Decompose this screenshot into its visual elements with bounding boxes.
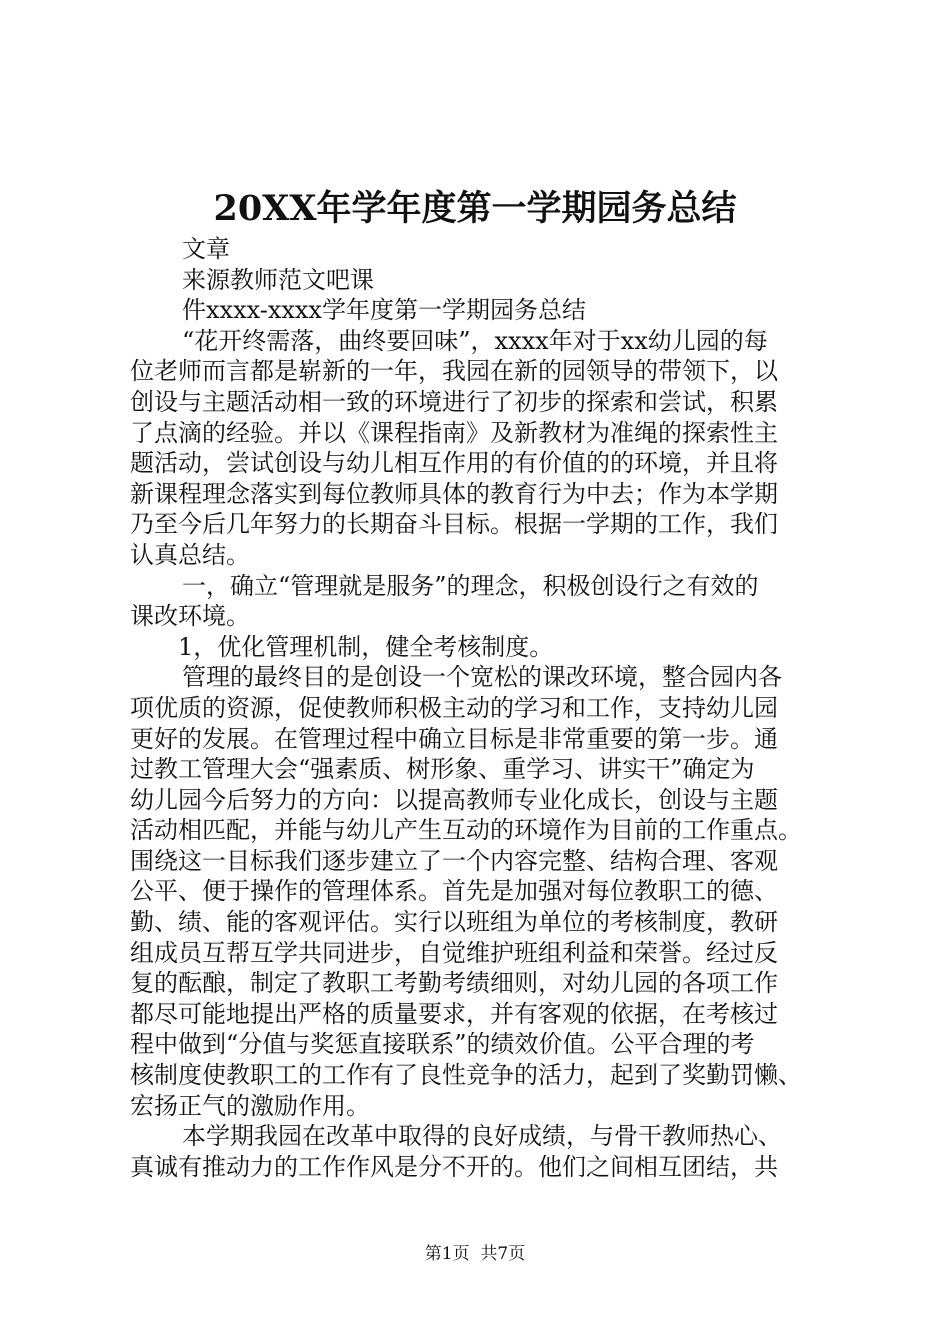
text-line: 创设与主题活动相一致的环境进行了初步的探索和尝试，积累 xyxy=(130,387,778,416)
text-line: 宏扬正气的激励作用。 xyxy=(130,1091,370,1120)
text-line: 过教工管理大会“强素质、树形象、重学习、讲实干”确定为 xyxy=(130,755,755,784)
text-line: 复的酝酿，制定了教职工考勤考绩细则，对幼儿园的各项工作 xyxy=(130,969,778,998)
text-line: 都尽可能地提出严格的质量要求，并有客观的依据，在考核过 xyxy=(130,999,778,1028)
text-line: 来源教师范文吧课 xyxy=(182,265,374,294)
text-line: 课改环境。 xyxy=(130,602,250,631)
text-line: 公平、便于操作的管理体系。首先是加强对每位教职工的德、 xyxy=(130,877,778,906)
subsection-heading: 1，优化管理机制，健全考核制度。 xyxy=(178,632,554,661)
text-line: 管理的最终目的是创设一个宽松的课改环境，整合园内各 xyxy=(182,663,782,692)
text-line: 题活动，尝试创设与幼儿相互作用的有价值的的环境，并且将 xyxy=(130,449,778,478)
text-line: 组成员互帮互学共同进步，自觉维护班组利益和荣誉。经过反 xyxy=(130,938,778,967)
text-line: 幼儿园今后努力的方向：以提高教师专业化成长，创设与主题 xyxy=(130,785,778,814)
text-line: 件xxxx-xxxx学年度第一学期园务总结 xyxy=(182,296,586,325)
text-line: 乃至今后几年努力的长期奋斗目标。根据一学期的工作，我们 xyxy=(130,510,778,539)
text-line: 围绕这一目标我们逐步建立了一个内容完整、结构合理、客观 xyxy=(130,846,778,875)
text-line: 项优质的资源，促使教师积极主动的学习和工作，支持幼儿园 xyxy=(130,693,778,722)
text-line: 真诚有推动力的工作作风是分不开的。他们之间相互团结，共 xyxy=(130,1152,778,1181)
text-line: 核制度使教职工的工作有了良性竞争的活力，起到了奖勤罚懒、 xyxy=(130,1061,802,1090)
text-line: 本学期我园在改革中取得的良好成绩，与骨干教师热心、 xyxy=(182,1122,782,1151)
text-line: 了点滴的经验。并以《课程指南》及新教材为准绳的探索性主 xyxy=(130,418,778,447)
text-line: “花开终需落，曲终要回味”，xxxx年对于xx幼儿园的每 xyxy=(182,326,768,355)
document-body xyxy=(130,234,830,1182)
text-line: 认真总结。 xyxy=(130,540,250,569)
page-number: 第1页 共7页 xyxy=(424,1244,526,1264)
text-line: 更好的发展。在管理过程中确立目标是非常重要的第一步。通 xyxy=(130,724,778,753)
text-line: 程中做到“分值与奖惩直接联系”的绩效价值。公平合理的考 xyxy=(130,1030,755,1059)
section-heading: 一，确立“管理就是服务”的理念，积极创设行之有效的 xyxy=(182,571,759,600)
text-line: 活动相匹配，并能与幼儿产生互动的环境作为目前的工作重点。 xyxy=(130,816,802,845)
page-footer xyxy=(0,1242,950,1266)
text-line: 新课程理念落实到每位教师具体的教育行为中去；作为本学期 xyxy=(130,479,778,508)
document-title: 20XX年学年度第一学期园务总结 xyxy=(213,188,737,229)
text-line: 勤、绩、能的客观评估。实行以班组为单位的考核制度，教研 xyxy=(130,908,778,937)
text-line: 文章 xyxy=(182,235,230,263)
text-line: 位老师而言都是崭新的一年，我园在新的园领导的带领下，以 xyxy=(130,357,778,386)
